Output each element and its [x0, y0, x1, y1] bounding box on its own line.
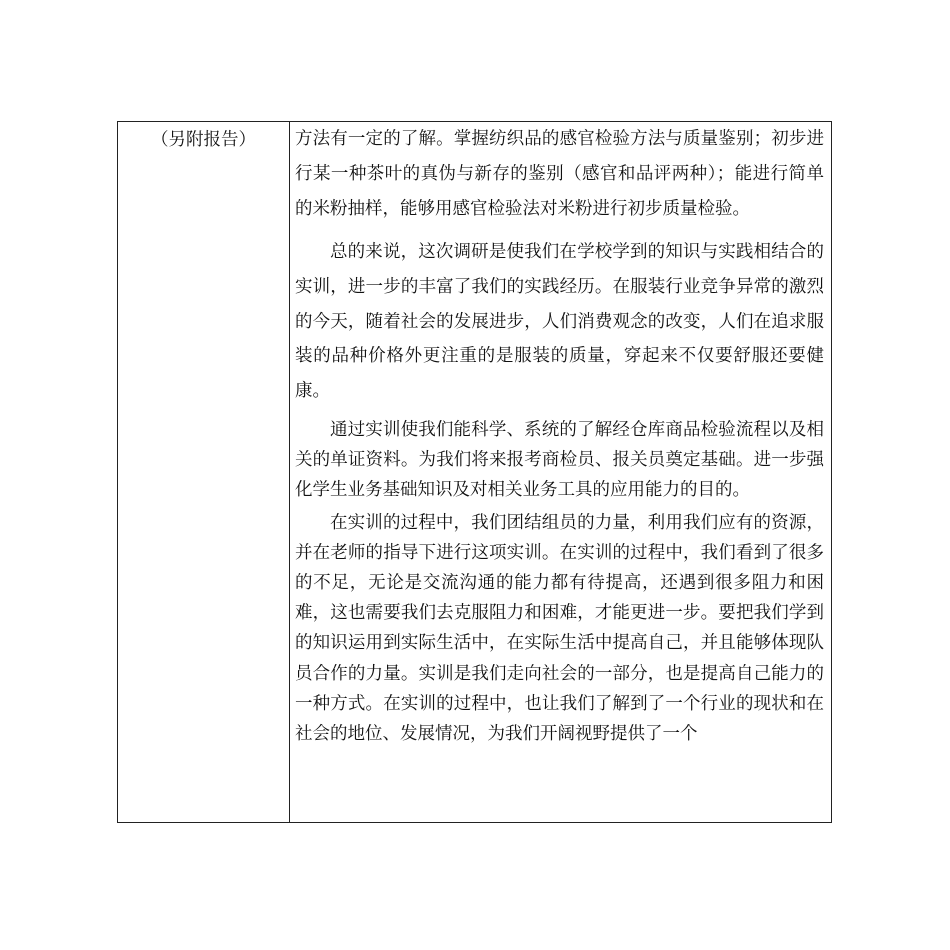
paragraph-reflection: 在实训的过程中，我们团结组员的力量，利用我们应有的资源，并在老师的指导下进行这项实训。在实训的过程中，我们看到了很多的不足，无论是交流沟通的能力都有待提高，还遇到很多阻力和困难，这也需要我们去克服阻力和困难，才能更进一步。要把我们学到的知识运用到实际生活中，在实际生活中提高自己，并且能够体现队员合作的力量。实训是我们走向社会的一部分，也是提高自己能力的一种方式。在实训的过程中，也让我们了解到了一个行业的现状和在社会的地位、发展情况，为我们开阔视野提供了一个: [295, 512, 824, 745]
report-table: [117, 121, 832, 823]
paragraph-summary: 总的来说，这次调研是使我们在学校学到的知识与实践相结合的实训，进一步的丰富了我们的实践经历。在服装行业竞争异常的激烈的今天，随着社会的发展进步，人们消费观念的改变，人们在追求服装的品种价格外更注重的是服装的质量，穿起来不仅要舒服还要健康。: [295, 242, 824, 402]
report-content-cell: [290, 122, 831, 822]
paragraph-methods: 方法有一定的了解。掌握纺织品的感官检验方法与质量鉴别；初步进行某一种茶叶的真伪与新存的鉴别（感官和品评两种）；能进行简单的米粉抽样，能够用感官检验法对米粉进行初步质量检验。: [295, 129, 824, 219]
paragraph-purpose: 通过实训使我们能科学、系统的了解经仓库商品检验流程以及相关的单证资料。为我们将来报考商检员、报关员奠定基础。进一步强化学生业务基础知识及对相关业务工具的应用能力的目的。: [295, 419, 824, 501]
attachment-note-cell: [118, 122, 290, 822]
attachment-note-text: （另附报告）: [151, 130, 256, 150]
